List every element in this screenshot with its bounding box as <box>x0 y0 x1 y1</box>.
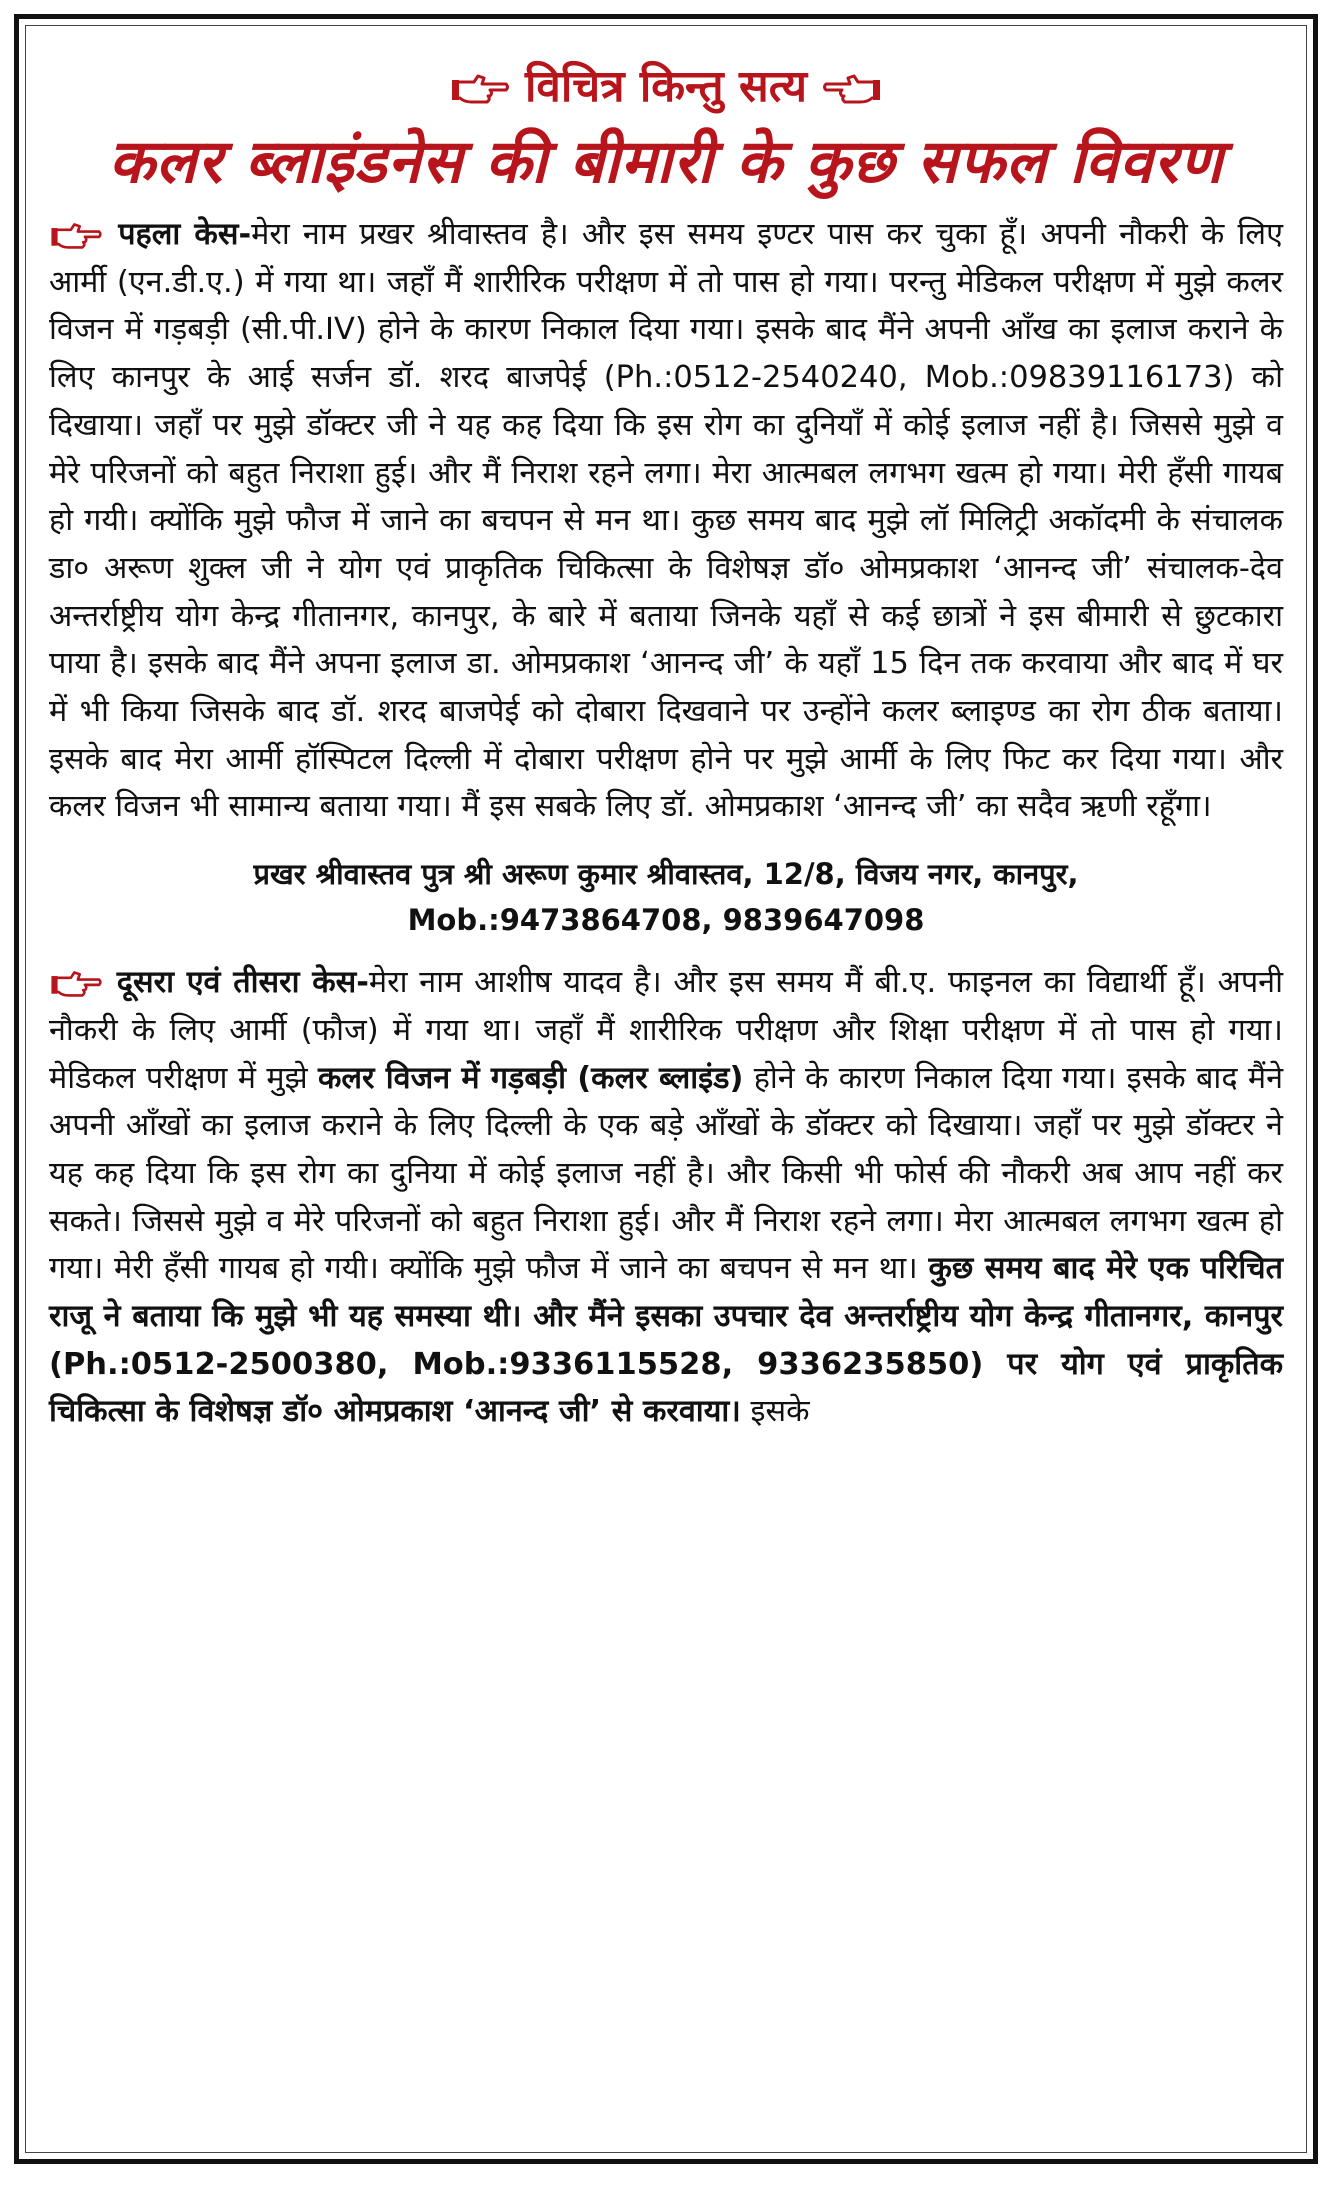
case-2-text-c: इसके <box>740 1394 810 1430</box>
kicker-line <box>49 57 1283 117</box>
case-1-text: मेरा नाम प्रखर श्रीवास्तव है। और इस समय इण्टर पास कर चुका हूँ। अपनी नौकरी के लिए आर्मी (एन.डी.ए.) में गया था। जहाँ मैं शारीरिक परीक्षण में तो पास हो गया। परन्तु मेडिकल परीक्षण में मुझे कलर विजन में गड़बड़ी (सी.पी.IV) होने के कारण निकाल दिया गया। इसके बाद मैंने अपनी आँख का इलाज कराने के लिए कानपुर के आई सर्जन डॉ. शरद बाजपेई (Ph.:0512-2540240, Mob.:09839116173) को दिखाया। जहाँ पर मुझे डॉक्टर जी ने यह कह दिया कि इस रोग का दुनियाँ में कोई इलाज नहीं है। जिससे मुझे व मेरे परिजनों को बहुत निराशा हुई। और मैं निराश रहने लगा। मेरा आत्मबल लगभग खत्म हो गया। मेरी हँसी गायब हो गयी। क्योंकि मुझे फौज में जाने का बचपन से मन था। कुछ समय बाद मुझे लॉ मिलिट्री अकॉदमी के संचालक डा० अरूण शुक्ल जी ने योग एवं प्राकृतिक चिकित्सा के विशेषज्ञ डॉ० ओमप्रकाश ‘आनन्द जी’ संचालक-देव अन्तर्राष्ट्रीय योग केन्द्र गीतानगर, कानपुर, के बारे में बताया जिनके यहाँ से कई छात्रों ने इस बीमारी से छुटकारा पाया है। इसके बाद मैंने अपना इलाज डा. ओमप्रकाश ‘आनन्द जी’ के यहाँ 15 दिन तक करवाया और बाद में घर में भी किया जिसके बाद डॉ. शरद बाजपेई को दोबारा दिखवाने पर उन्होंने कलर ब्लाइण्ड का रोग ठीक बताया। इसके बाद मेरा आर्मी हॉस्पिटल दिल्ली में दोबारा परीक्षण होने पर मुझे आर्मी के लिए फिट कर दिया गया। और कलर विजन भी सामान्य बताया गया। मैं इस सबके लिए डॉ. ओमप्रकाश ‘आनन्द जी’ का सदैव ऋणी रहूँगा। <box>49 217 1283 825</box>
case-1-title: पहला केस- <box>118 217 252 252</box>
pointing-hand-icon <box>822 72 880 106</box>
signature-mobile: Mob.:9473864708, 9839647098 <box>407 903 925 938</box>
case-2-bold-b: कुछ समय बाद मेरे एक परिचित राजू ने बताया कि मुझे भी यह समस्या थी। और मैंने इसका उपचार देव अन्तर्राष्ट्रीय योग केन्द्र गीतानगर, कानपुर (Ph.:0512-2500380, Mob.:9336115528, 9336235850) पर योग एवं प्राकृतिक चिकित्सा के विशेषज्ञ डॉ० ओमप्रकाश ‘आनन्द जी’ से करवाया। <box>49 1251 1283 1430</box>
pointing-hand-icon <box>49 221 105 251</box>
case-2-paragraph <box>49 959 1283 1436</box>
case-2-text-a: मेरा नाम आशीष यादव है। और इस समय मैं बी.ए. फाइनल का विद्यार्थी हूँ। अपनी नौकरी के लिए आर्मी (फौज) में गया था। जहाँ मैं शारीरिक परीक्षण और शिक्षा परीक्षण में तो पास हो गया। मेडिकल परीक्षण में मुझे <box>49 965 1283 1096</box>
headline: कलर ब्लाइंडनेस की बीमारी के कुछ सफल विवरण <box>108 127 1224 197</box>
article-frame <box>14 14 1318 2164</box>
case-2-bold-a: कलर विजन में गड़बड़ी (कलर ब्लाइंड) <box>317 1060 744 1096</box>
case-2-title: दूसरा एवं तीसरा केस- <box>116 965 369 1001</box>
pointing-hand-icon <box>49 969 105 999</box>
signature-address: प्रखर श्रीवास्तव पुत्र श्री अरूण कुमार श्रीवास्तव, 12/8, विजय नगर, कानपुर, <box>253 857 1079 892</box>
case-2-text-b: होने के कारण निकाल दिया गया। इसके बाद मैंने अपनी आँखों का इलाज कराने के लिए दिल्ली के एक बड़े आँखों के डॉक्टर को दिखाया। जहाँ पर मुझे डॉक्टर ने यह कह दिया कि इस रोग का दुनिया में कोई इलाज नहीं है। और किसी भी फोर्स की नौकरी अब आप नहीं कर सकते। जिससे मुझे व मेरे परिजनों को बहुत निराशा हुई। और मैं निराश रहने लगा। मेरा आत्मबल लगभग खत्म हो गया। मेरी हँसी गायब हो गयी। क्योंकि मुझे फौज में जाने का बचपन से मन था। <box>49 1060 1283 1287</box>
kicker-text: विचित्र किन्तु सत्य <box>525 61 807 112</box>
pointing-hand-icon <box>452 72 510 106</box>
case-1-paragraph <box>49 211 1283 831</box>
case-1-signature <box>49 851 1283 943</box>
